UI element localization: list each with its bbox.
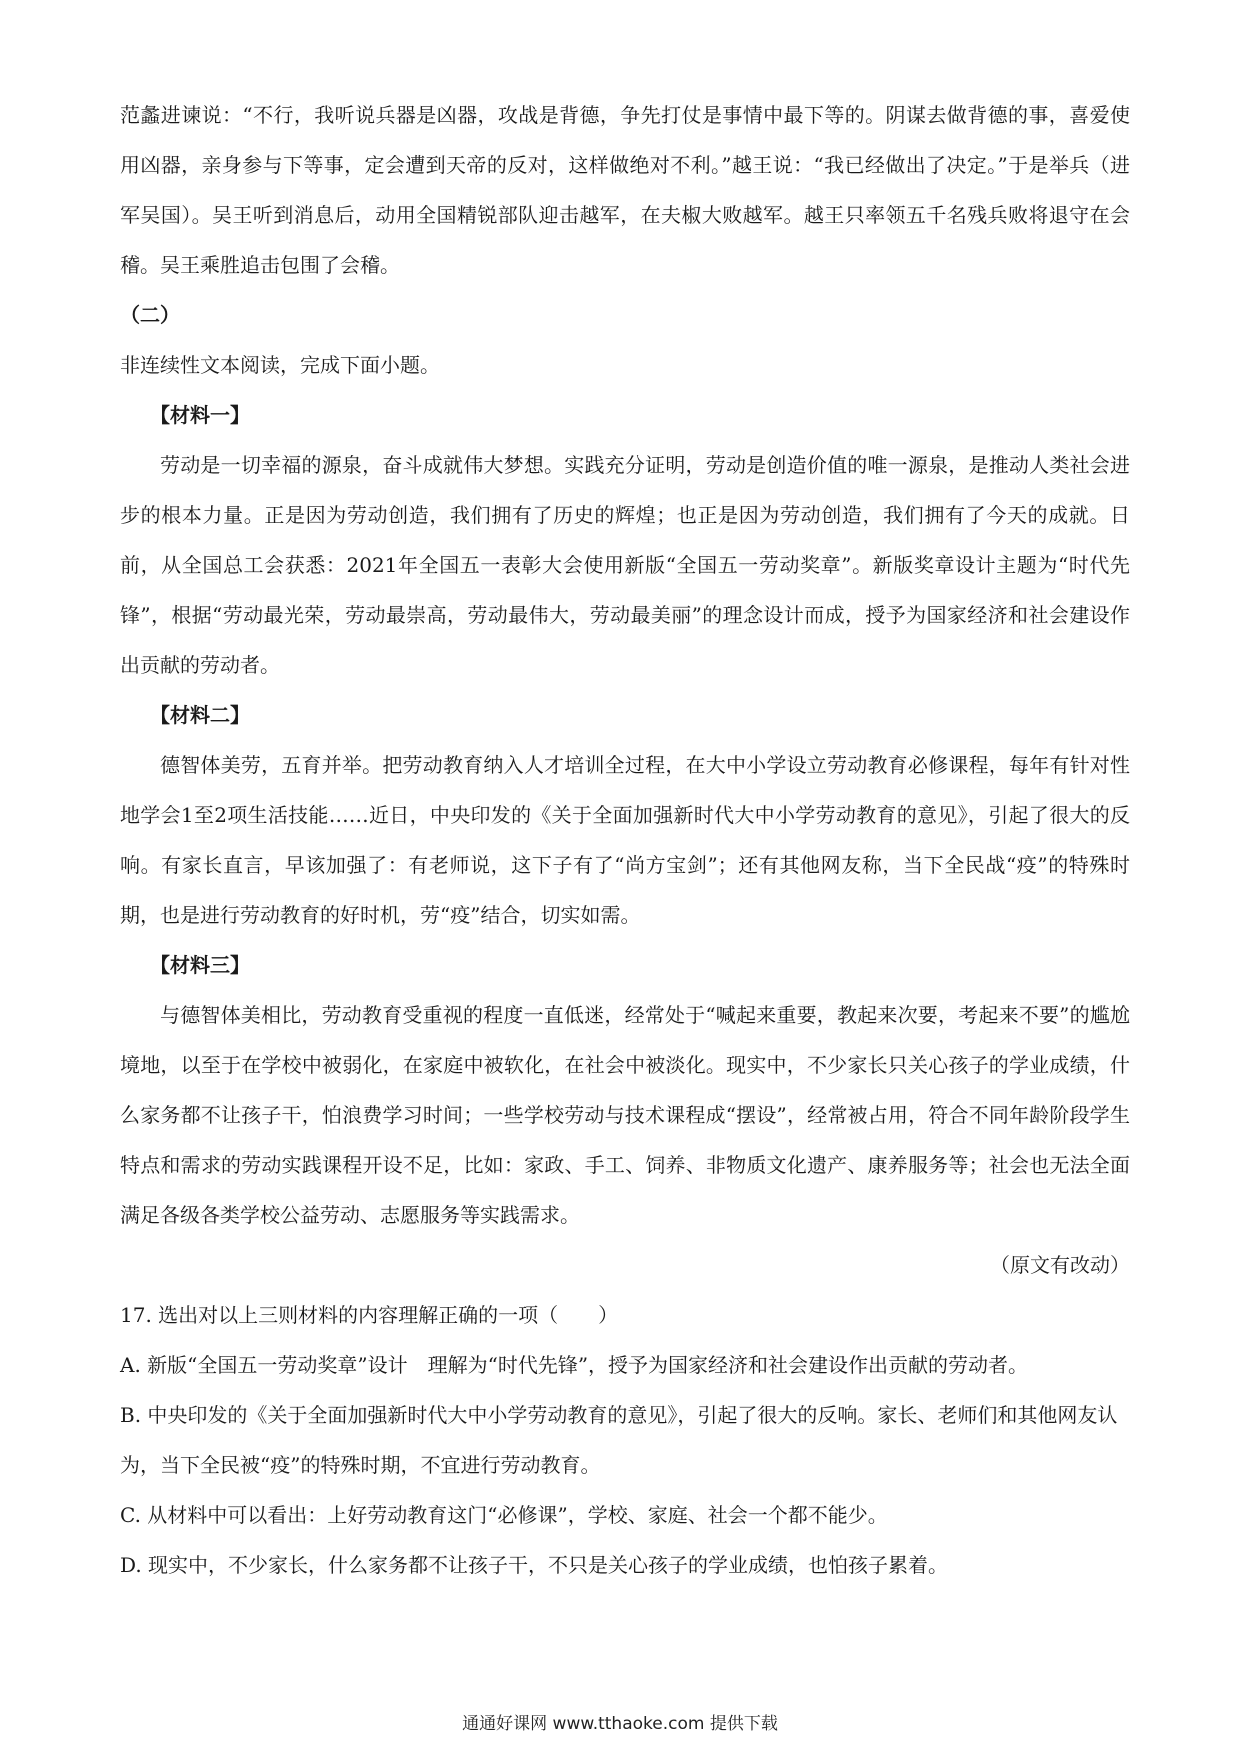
material-2-text: 德智体美劳，五育并举。把劳动教育纳入人才培训全过程，在大中小学设立劳动教育必修课程，每年有针对性地学会1至2项生活技能……近日，中央印发的《关于全面加强新时代大中小学劳动教育的意见》，引起了很大的反响。有家长直言，早该加强了：有老师说，这下子有了“尚方宝剑”；还有其他网友称，当下全民战“疫”的特殊时期，也是进行劳动教育的好时机，劳“疫”结合，切实如需。 xyxy=(120,753,1130,927)
section-label: （二） xyxy=(120,303,180,327)
option-c: C. 从材料中可以看出：上好劳动教育这门“必修课”，学校、家庭、社会一个都不能少。 xyxy=(120,1503,888,1527)
option-b: B. 中央印发的《关于全面加强新时代大中小学劳动教育的意见》，引起了很大的反响。家长、老师们和其他网友认为，当下全民被“疫”的特殊时期，不宜进行劳动教育。 xyxy=(120,1403,1118,1477)
passage-translation: 范蠡进谏说：“不行，我听说兵器是凶器，攻战是背德，争先打仗是事情中最下等的。阴谋去做背德的事，喜爱使用凶器，亲身参与下等事，定会遭到天帝的反对，这样做绝对不利。”越王说：“我已经做出了决定。”于是举兵（进军吴国）。吴王听到消息后，动用全国精锐部队迎击越军，在夫椒大败越军。越王只率领五千名残兵败将退守在会稽。吴王乘胜追击包围了会稽。 xyxy=(120,103,1130,277)
option-a: A. 新版“全国五一劳动奖章”设计 理解为“时代先锋”，授予为国家经济和社会建设作出贡献的劳动者。 xyxy=(120,1353,1029,1377)
document-page xyxy=(120,90,1130,1590)
material-3-heading: 【材料三】 xyxy=(150,953,250,977)
material-2-heading: 【材料二】 xyxy=(150,703,250,727)
page-footer: 通通好课网 www.tthaoke.com 提供下载 xyxy=(462,1714,778,1734)
material-1-text: 劳动是一切幸福的源泉，奋斗成就伟大梦想。实践充分证明，劳动是创造价值的唯一源泉，是推动人类社会进步的根本力量。正是因为劳动创造，我们拥有了历史的辉煌；也正是因为劳动创造，我们拥有了今天的成就。日前，从全国总工会获悉：2021年全国五一表彰大会使用新版“全国五一劳动奖章”。新版奖章设计主题为“时代先锋”，根据“劳动最光荣，劳动最崇高，劳动最伟大，劳动最美丽”的理念设计而成，授予为国家经济和社会建设作出贡献的劳动者。 xyxy=(120,453,1130,677)
option-d: D. 现实中，不少家长，什么家务都不让孩子干，不只是关心孩子的学业成绩，也怕孩子累着。 xyxy=(120,1553,949,1577)
material-3-text: 与德智体美相比，劳动教育受重视的程度一直低迷，经常处于“喊起来重要，教起来次要，考起来不要”的尴尬境地，以至于在学校中被弱化，在家庭中被软化，在社会中被淡化。现实中，不少家长只关心孩子的学业成绩，什么家务都不让孩子干，怕浪费学习时间；一些学校劳动与技术课程成“摆设”，经常被占用，符合不同年龄阶段学生特点和需求的劳动实践课程开设不足，比如：家政、手工、饲养、非物质文化遗产、康养服务等；社会也无法全面满足各级各类学校公益劳动、志愿服务等实践需求。 xyxy=(120,1003,1130,1227)
source-note: （原文有改动） xyxy=(990,1253,1130,1277)
section-instruction: 非连续性文本阅读，完成下面小题。 xyxy=(120,353,440,377)
material-1-heading: 【材料一】 xyxy=(150,403,250,427)
question-stem: 17. 选出对以上三则材料的内容理解正确的一项（ ） xyxy=(120,1303,619,1327)
